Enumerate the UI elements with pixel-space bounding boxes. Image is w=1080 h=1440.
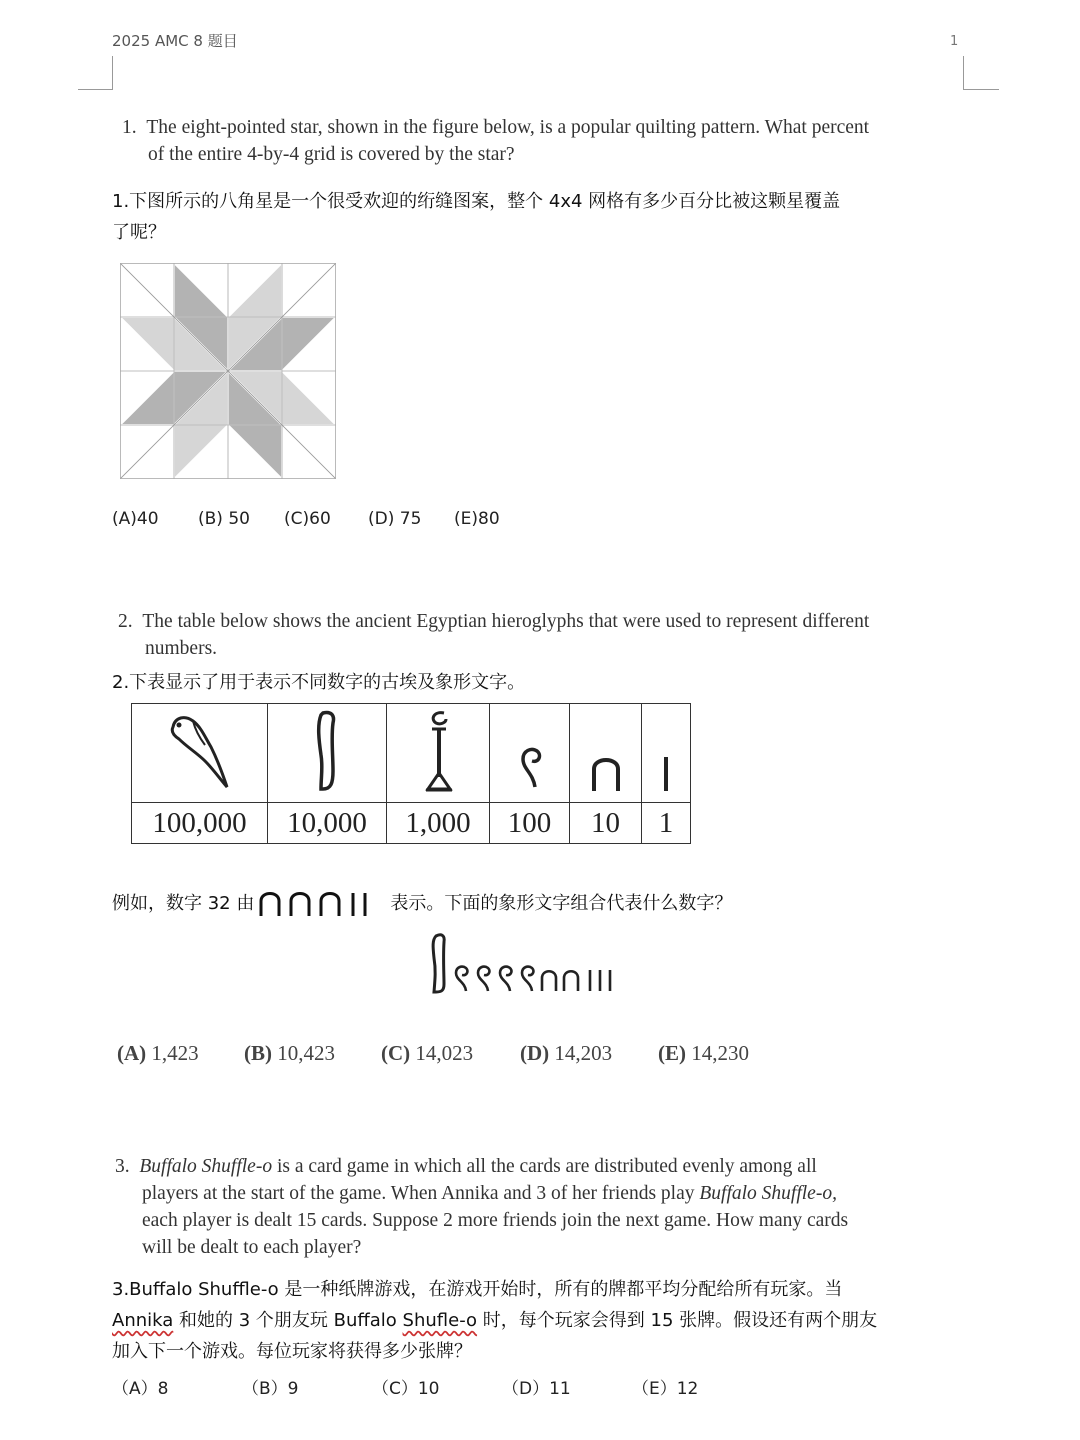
spellcheck-word-annika: Annika <box>112 1310 174 1331</box>
example-32-hieroglyphs-icon <box>258 889 386 917</box>
q3-en-line4: will be dealt to each player? <box>142 1237 362 1258</box>
hieroglyph-table <box>131 703 691 844</box>
q3-option-d[interactable]: （D）11 <box>502 1379 571 1399</box>
q3-english <box>115 1153 955 1261</box>
grid-lines <box>120 263 336 479</box>
q1-option-e[interactable]: (E)80 <box>454 509 500 529</box>
q2-example-line <box>112 888 732 919</box>
q2-option-e[interactable] <box>658 1041 749 1066</box>
q1-option-d[interactable]: (D) 75 <box>368 509 422 529</box>
q3-game-title: Buffalo Shuffle-o <box>139 1156 273 1177</box>
q3-chinese <box>112 1274 982 1367</box>
lotus-hieroglyph-icon <box>387 704 490 803</box>
corner-mark-right <box>963 56 964 90</box>
corner-mark-left <box>112 56 113 90</box>
table-value-cell: 100 <box>490 803 570 844</box>
q1-en-line2: of the entire 4-by-4 grid is covered by the star? <box>148 144 515 165</box>
option-letter: (C) <box>381 1041 411 1065</box>
eight-pointed-star-figure <box>120 263 336 479</box>
q3-zh-line2-rest: 时，每个玩家会得到 15 张牌。假设还有两个朋友 <box>477 1310 878 1331</box>
q1-zh-line1: 1.下图所示的八角星是一个很受欢迎的绗缝图案，整个 4x4 网格有多少百分比被这颗星覆盖 <box>112 191 841 212</box>
q3-en-line2: players at the start of the game. When Annika and 3 of her friends play <box>142 1183 695 1204</box>
q2-en-line1: The table below shows the ancient Egyptian hieroglyphs that were used to represent different <box>142 611 870 632</box>
q2-en-line2: numbers. <box>145 638 218 659</box>
option-letter: (B) <box>244 1041 272 1065</box>
question-hieroglyph-combination-icon <box>428 928 644 996</box>
q3-en-line1: is a card game in which all the cards are distributed evenly among all <box>276 1156 817 1177</box>
stroke-hieroglyph-icon <box>642 704 691 803</box>
finger-hieroglyph-icon <box>268 704 387 803</box>
table-value-cell: 10,000 <box>268 803 387 844</box>
option-value: 10,423 <box>277 1041 335 1065</box>
q3-option-c[interactable]: （C）10 <box>372 1379 440 1399</box>
q2-option-b[interactable] <box>244 1041 335 1066</box>
q1-en-line1: The eight-pointed star, shown in the figure below, is a popular quilting pattern. What percent <box>146 117 870 138</box>
q3-zh-line1: 3.Buffalo Shuffle-o 是一种纸牌游戏，在游戏开始时，所有的牌都平均分配给所有玩家。当 <box>112 1279 843 1300</box>
q1-chinese <box>112 186 972 248</box>
q3-game-title-2: Buffalo Shuffle-o, <box>699 1183 837 1204</box>
q3-option-a[interactable]: （A）8 <box>112 1379 169 1399</box>
option-letter: (E) <box>658 1041 686 1065</box>
q1-option-a[interactable]: (A)40 <box>112 509 159 529</box>
corner-mark-right-h <box>963 89 999 90</box>
table-value-cell: 10 <box>570 803 642 844</box>
q2-option-c[interactable] <box>381 1041 473 1066</box>
q2-option-a[interactable] <box>117 1041 199 1066</box>
q2-option-d[interactable] <box>520 1041 612 1066</box>
q3-zh-line2-part: 和她的 3 个朋友玩 Buffalo <box>173 1310 403 1331</box>
q2-english <box>118 608 978 662</box>
page-number: 1 <box>950 34 959 49</box>
q2-zh-title: 2.下表显示了用于表示不同数字的古埃及象形文字。 <box>112 672 526 693</box>
q1-option-b[interactable]: (B) 50 <box>198 509 250 529</box>
q2-example-prefix: 例如，数字 32 由 <box>112 893 255 914</box>
table-value-cell: 100,000 <box>132 803 268 844</box>
spellcheck-word-shufle: Shufle-o <box>402 1310 478 1331</box>
tadpole-hieroglyph-icon <box>132 704 268 803</box>
option-value: 14,023 <box>415 1041 474 1065</box>
option-value: 14,203 <box>554 1041 613 1065</box>
q3-zh-line3: 加入下一个游戏。每位玩家将获得多少张牌？ <box>112 1341 472 1362</box>
option-letter: (D) <box>520 1041 550 1065</box>
document-header-title: 2025 AMC 8 题目 <box>112 32 238 50</box>
option-letter: (A) <box>117 1041 147 1065</box>
q2-number: 2. <box>118 611 133 632</box>
heel-bone-hieroglyph-icon <box>570 704 642 803</box>
option-value: 14,230 <box>691 1041 749 1065</box>
q3-option-e[interactable]: （E）12 <box>632 1379 699 1399</box>
q2-example-suffix: 表示。下面的象形文字组合代表什么数字？ <box>390 893 733 914</box>
q3-number: 3. <box>115 1156 130 1177</box>
q1-number: 1. <box>122 117 137 138</box>
corner-mark-left-h <box>78 89 112 90</box>
q1-option-c[interactable]: (C)60 <box>284 509 331 529</box>
table-value-cell: 1 <box>642 803 691 844</box>
table-value-cell: 1,000 <box>387 803 490 844</box>
option-value: 1,423 <box>151 1041 199 1065</box>
q3-option-b[interactable]: （B）9 <box>242 1379 299 1399</box>
q1-zh-line2: 了呢？ <box>112 222 166 243</box>
q3-en-line3: each player is dealt 15 cards. Suppose 2 more friends join the next game. How many cards <box>142 1210 849 1231</box>
coil-hieroglyph-icon <box>490 704 570 803</box>
q1-english <box>122 114 972 168</box>
